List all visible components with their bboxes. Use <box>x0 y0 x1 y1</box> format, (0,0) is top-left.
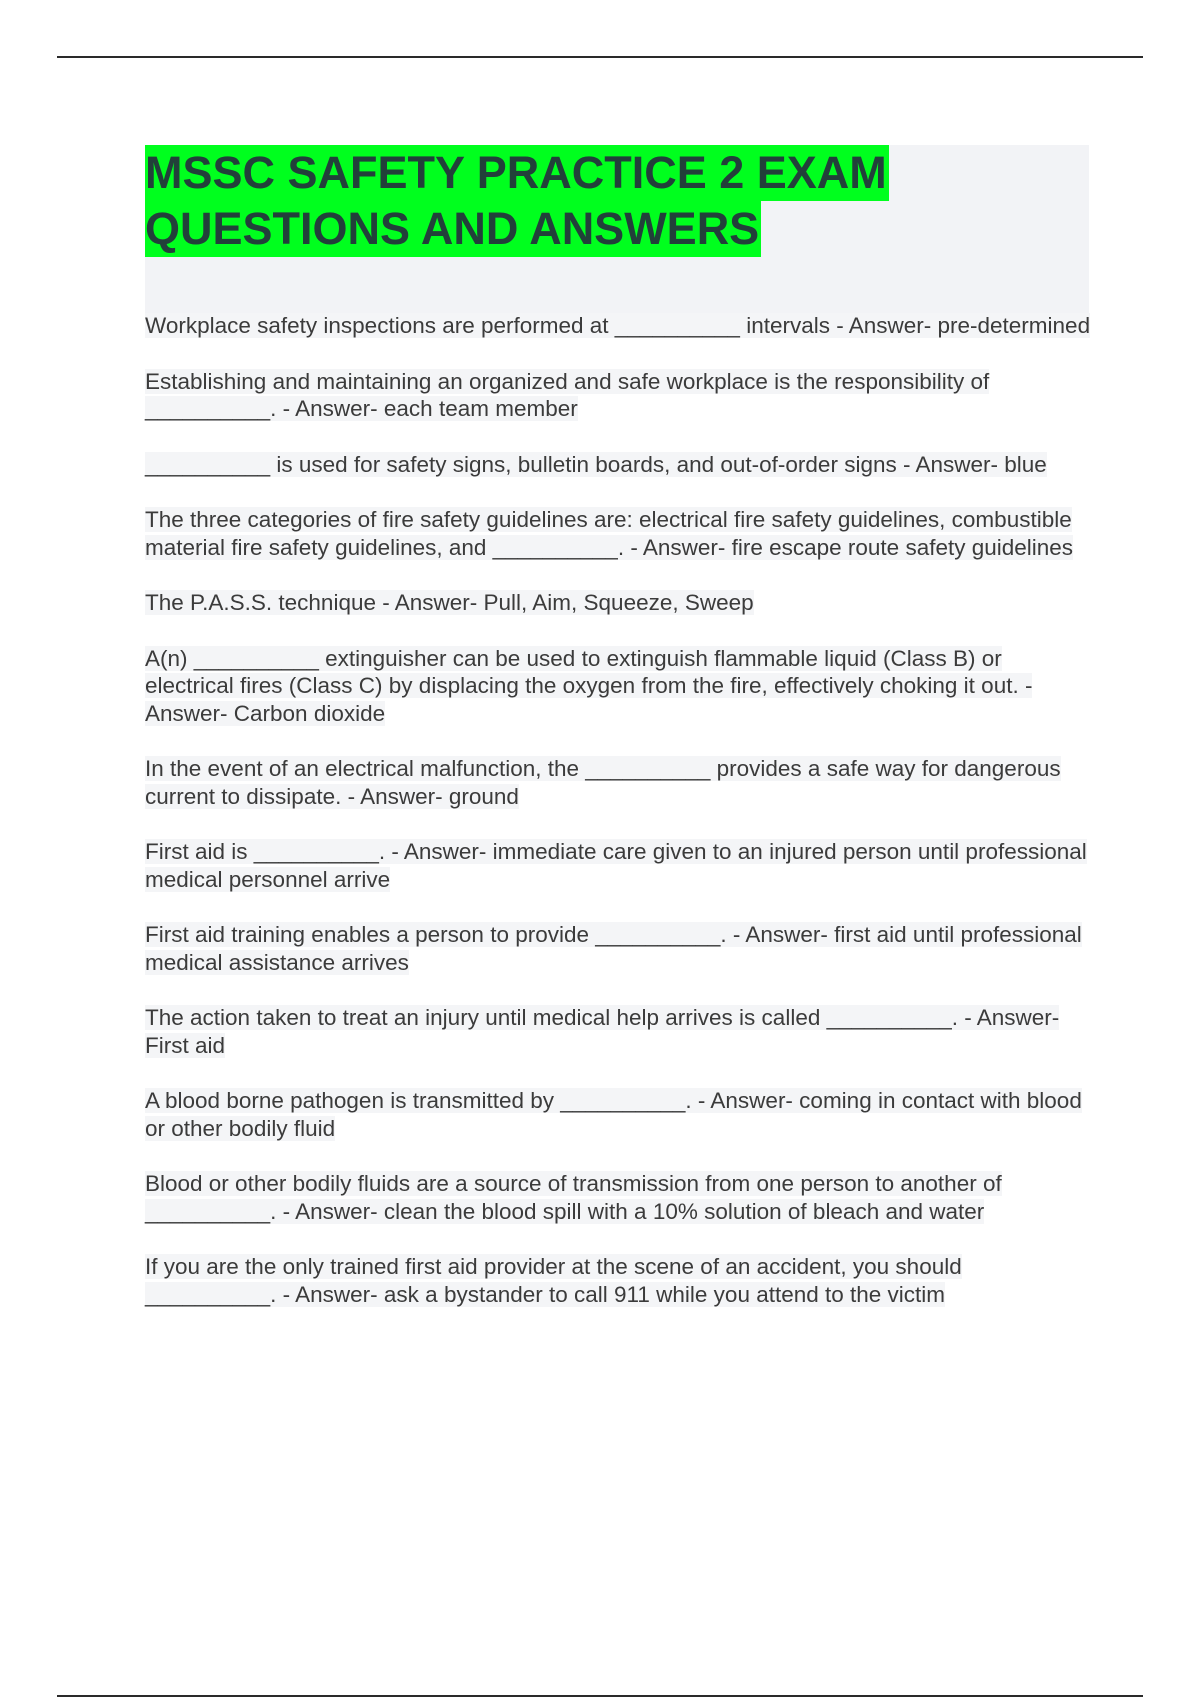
qa-item-10 <box>145 1004 1095 1059</box>
qa-item-13 <box>145 1253 1095 1308</box>
qa-item-3 <box>145 451 1095 479</box>
qa-text: Workplace safety inspections are performed at __________ intervals - Answer- pre-determined <box>145 313 1091 338</box>
qa-list <box>145 312 1095 1336</box>
qa-item-7 <box>145 755 1095 810</box>
qa-text: The P.A.S.S. technique - Answer- Pull, Aim, Squeeze, Sweep <box>145 590 754 615</box>
qa-item-9 <box>145 921 1095 976</box>
bottom-rule <box>57 1695 1143 1697</box>
qa-item-11 <box>145 1087 1095 1142</box>
qa-text: First aid is __________. - Answer- immediate care given to an injured person until professional medical personnel arrive <box>145 839 1087 892</box>
qa-item-4 <box>145 506 1095 561</box>
document-title-line-1: MSSC SAFETY PRACTICE 2 EXAM <box>145 145 889 201</box>
qa-text: __________ is used for safety signs, bulletin boards, and out-of-order signs - Answer- blue <box>145 451 1047 477</box>
top-rule <box>57 56 1143 58</box>
qa-item-2 <box>145 368 1095 423</box>
qa-item-6 <box>145 645 1095 728</box>
document-title-line-2: QUESTIONS AND ANSWERS <box>145 201 761 257</box>
qa-text: First aid training enables a person to provide __________. - Answer- first aid until professional medical assistance arrives <box>145 922 1082 975</box>
qa-text: Establishing and maintaining an organized and safe workplace is the responsibility of __________. - Answer- each team member <box>145 368 990 421</box>
qa-text: If you are the only trained first aid provider at the scene of an accident, you should __________. - Answer- ask a bystander to call 911 while you attend to the victim <box>145 1254 962 1307</box>
qa-text: A blood borne pathogen is transmitted by __________. - Answer- coming in contact with blood or other bodily fluid <box>145 1088 1082 1141</box>
qa-text: A(n) __________ extinguisher can be used to extinguish flammable liquid (Class B) or electrical fires (Class C) by displacing the oxygen from the fire, effectively choking it out. - Answer- Carbon dioxide <box>145 645 1033 726</box>
qa-text: In the event of an electrical malfunction, the __________ provides a safe way for dangerous current to dissipate. - Answer- ground <box>145 756 1061 809</box>
qa-item-1 <box>145 312 1095 340</box>
qa-item-8 <box>145 838 1095 893</box>
qa-item-12 <box>145 1170 1095 1225</box>
qa-text: Blood or other bodily fluids are a source of transmission from one person to another of __________. - Answer- clean the blood spill with a 10% solution of bleach and water <box>145 1171 1002 1224</box>
qa-text: The action taken to treat an injury until medical help arrives is called __________. - Answer- First aid <box>145 1005 1060 1058</box>
qa-text: The three categories of fire safety guidelines are: electrical fire safety guidelines, combustible material fire safety guidelines, and __________. - Answer- fire escape route safety guidelines <box>145 507 1074 560</box>
qa-item-5 <box>145 589 1095 617</box>
